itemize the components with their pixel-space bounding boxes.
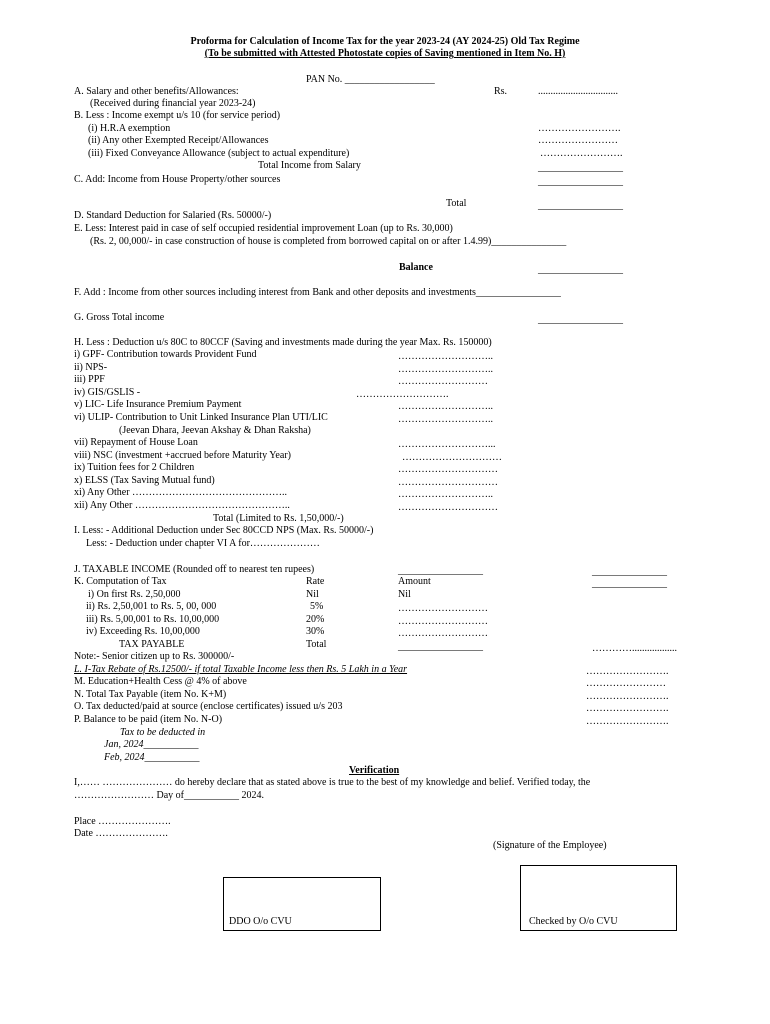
form-line-k3a: ……………………… — [398, 616, 488, 627]
form-line-a2: (Received during financial year 2023-24) — [90, 98, 256, 109]
form-line-b5d[interactable]: _________________ — [538, 162, 623, 173]
form-line-k5d[interactable]: ………….................. — [592, 643, 677, 654]
form-line-n1: N. Total Tax Payable (item No. K+M) — [74, 689, 227, 700]
form-line-o1: O. Tax deducted/paid at source (enclose certificates) issued u/s 203 — [74, 701, 343, 712]
page-title: Proforma for Calculation of Income Tax for the year 2023-24 (AY 2024-25) Old Tax Regime — [190, 36, 580, 47]
form-line-totd[interactable]: _________________ — [538, 200, 623, 211]
form-line-date: Date …………………. — [74, 828, 168, 839]
form-line-h9: ix) Tuition fees for 2 Children — [74, 462, 195, 473]
form-line-htot: Total (Limited to Rs. 1,50,000/-) — [213, 513, 344, 524]
form-line-place: Place …………………. — [74, 816, 171, 827]
form-line-h11: xi) Any Other ……………………………………….. — [74, 487, 288, 498]
form-line-b2d[interactable]: ……………………. — [538, 123, 621, 134]
form-line-b1: B. Less : Income exempt u/s 10 (for service period) — [74, 110, 281, 121]
form-line-h4: iv) GIS/GSLIS - — [74, 387, 141, 398]
ddo-box — [223, 877, 381, 931]
form-line-v2: …………………… Day of___________ 2024. — [74, 790, 264, 801]
form-line-c1: C. Add: Income from House Property/other sources — [74, 174, 281, 185]
form-line-k0d[interactable]: _______________ — [592, 578, 667, 589]
form-line-i2: Less: - Deduction under chapter VI A for………………… — [86, 538, 320, 549]
form-line-k2r: 5% — [310, 601, 324, 612]
form-line-h8: viii) NSC (investment +accrued before Maturity Year) — [74, 450, 291, 461]
form-line-k0r: Rate — [306, 576, 325, 587]
form-line-ddo: DDO O/o CVU — [229, 916, 292, 927]
form-line-g1: G. Gross Total income — [74, 312, 165, 323]
page-subtitle: (To be submitted with Attested Photostate copies of Saving mentioned in Item No. H) — [204, 48, 566, 59]
form-line-o1d[interactable]: ……………………. — [586, 703, 669, 714]
form-line-g1d[interactable]: _________________ — [538, 314, 623, 325]
form-line-b4: (iii) Fixed Conveyance Allowance (subject to actual expenditure) — [88, 148, 350, 159]
form-line-k1a: Nil — [398, 589, 411, 600]
form-line-k1: i) On first Rs. 2,50,000 — [88, 589, 181, 600]
form-line-j1d2[interactable]: _______________ — [592, 566, 667, 577]
form-line-h0: H. Less : Deduction u/s 80C to 80CCF (Saving and investments made during the year Max. Rs. 150000) — [74, 337, 492, 348]
form-line-chk: Checked by O/o CVU — [529, 916, 618, 927]
form-line-k1r: Nil — [306, 589, 319, 600]
checked-box — [520, 865, 677, 931]
form-line-h3d[interactable]: ……………………… — [398, 376, 488, 387]
form-line-h5d[interactable]: ……………………….. — [398, 401, 493, 412]
form-line-h9d[interactable]: ………………………… — [398, 464, 498, 475]
form-line-h7: vii) Repayment of House Loan — [74, 437, 198, 448]
form-line-note: Note:- Senior citizen up to Rs. 300000/- — [74, 651, 235, 662]
form-line-h10d[interactable]: ………………………… — [398, 477, 498, 488]
form-line-b4d[interactable]: ……………………. — [540, 148, 623, 159]
form-line-b3: (ii) Any other Exempted Receipt/Allowances — [88, 135, 269, 146]
form-line-b5: Total Income from Salary — [258, 160, 361, 171]
form-line-p1: P. Balance to be paid (item No. N-O) — [74, 714, 223, 725]
form-line-k3r: 20% — [306, 614, 325, 625]
form-line-b3d[interactable]: …………………… — [538, 135, 618, 146]
form-line-h7d[interactable]: ………………………... — [398, 439, 496, 450]
form-line-k2: ii) Rs. 2,50,001 to Rs. 5, 00, 000 — [86, 601, 217, 612]
form-line-j1d[interactable]: _________________ — [398, 565, 483, 576]
form-line-h10: x) ELSS (Tax Saving Mutual fund) — [74, 475, 215, 486]
form-line-h1: i) GPF- Contribution towards Provident Fund — [74, 349, 257, 360]
form-line-tot: Total — [446, 198, 467, 209]
form-line-k2a: ……………………… — [398, 603, 488, 614]
form-line-v1: I,…… ………………… do hereby declare that as stated above is true to the best of my knowledge and belief. Verified today, the — [74, 777, 591, 788]
form-line-c1d[interactable]: _________________ — [538, 176, 623, 187]
form-line-j1: J. TAXABLE INCOME (Rounded off to nearest ten rupees) — [74, 564, 315, 575]
form-line-k5: TAX PAYABLE — [119, 639, 185, 650]
form-line-i1: I. Less: - Additional Deduction under Sec 80CCD NPS (Max. Rs. 50000/-) — [74, 525, 374, 536]
form-line-k4a: ……………………… — [398, 628, 488, 639]
form-line-m1d[interactable]: …………………… — [586, 678, 666, 689]
form-line-k0a: Amount — [398, 576, 431, 587]
form-line-b2: (i) H.R.A exemption — [88, 123, 171, 134]
form-line-h5: v) LIC- Life Insurance Premium Payment — [74, 399, 242, 410]
form-line-h1d[interactable]: ……………………….. — [398, 351, 493, 362]
form-line-h2: ii) NPS- — [74, 362, 108, 373]
form-line-h11d[interactable]: ……………………….. — [398, 489, 493, 500]
form-line-a1dots[interactable]: ................................ — [538, 86, 618, 97]
form-line-bald[interactable]: _________________ — [538, 264, 623, 275]
form-line-sig: (Signature of the Employee) — [493, 840, 607, 851]
form-line-p4: Feb, 2024___________ — [104, 752, 200, 763]
form-line-h8d[interactable]: ………………………… — [402, 452, 502, 463]
form-line-ver: Verification — [349, 765, 400, 776]
form-line-k4: iv) Exceeding Rs. 10,00,000 — [86, 626, 200, 637]
form-line-l1d[interactable]: ……………………. — [586, 666, 669, 677]
form-line-k3: iii) Rs. 5,00,001 to Rs. 10,00,000 — [86, 614, 220, 625]
form-line-k5a: _________________ — [398, 641, 483, 652]
pan-field[interactable]: PAN No. __________________ — [306, 74, 435, 85]
form-line-e2: (Rs. 2, 00,000/- in case construction of house is completed from borrowed capital on or after 1.4.99)_______________ — [90, 236, 567, 247]
form-line-k5r: Total — [306, 639, 327, 650]
form-line-h6: vi) ULIP- Contribution to Unit Linked Insurance Plan UTI/LIC — [74, 412, 328, 423]
form-line-p1d[interactable]: ……………………. — [586, 716, 669, 727]
form-line-f1: F. Add : Income from other sources including interest from Bank and other deposits and investments_________________ — [74, 287, 561, 298]
form-line-h6b: (Jeevan Dhara, Jeevan Akshay & Dhan Raksha) — [119, 425, 311, 436]
form-line-l1: L. I-Tax Rebate of Rs.12500/- if total Taxable Income less then Rs. 5 Lakh in a Year — [74, 664, 408, 675]
form-line-n1d[interactable]: ……………………. — [586, 691, 669, 702]
form-line-d1[interactable]: D. Standard Deduction for Salaried (Rs. 50000/-) — [74, 210, 272, 221]
form-line-k4r: 30% — [306, 626, 325, 637]
form-line-p2: Tax to be deducted in — [120, 727, 206, 738]
form-line-e1: E. Less: Interest paid in case of self occupied residential improvement Loan (up to Rs. 30,000) — [74, 223, 453, 234]
form-line-h2d[interactable]: ……………………….. — [398, 364, 493, 375]
form-line-h4d[interactable]: ………………………. — [356, 389, 449, 400]
form-line-h3: iii) PPF — [74, 374, 105, 385]
form-line-k0: K. Computation of Tax — [74, 576, 167, 587]
form-line-m1: M. Education+Health Cess @ 4% of above — [74, 676, 247, 687]
form-line-p3: Jan, 2024___________ — [104, 739, 199, 750]
form-line-h12: xii) Any Other ……………………………………….. — [74, 500, 290, 511]
form-line-h6d[interactable]: ……………………….. — [398, 414, 493, 425]
form-line-bal: Balance — [399, 262, 433, 273]
form-line-a1rs: Rs. — [494, 86, 508, 97]
form-line-h12d[interactable]: ………………………… — [398, 502, 498, 513]
form-line-a1: A. Salary and other benefits/Allowances: — [74, 86, 239, 97]
